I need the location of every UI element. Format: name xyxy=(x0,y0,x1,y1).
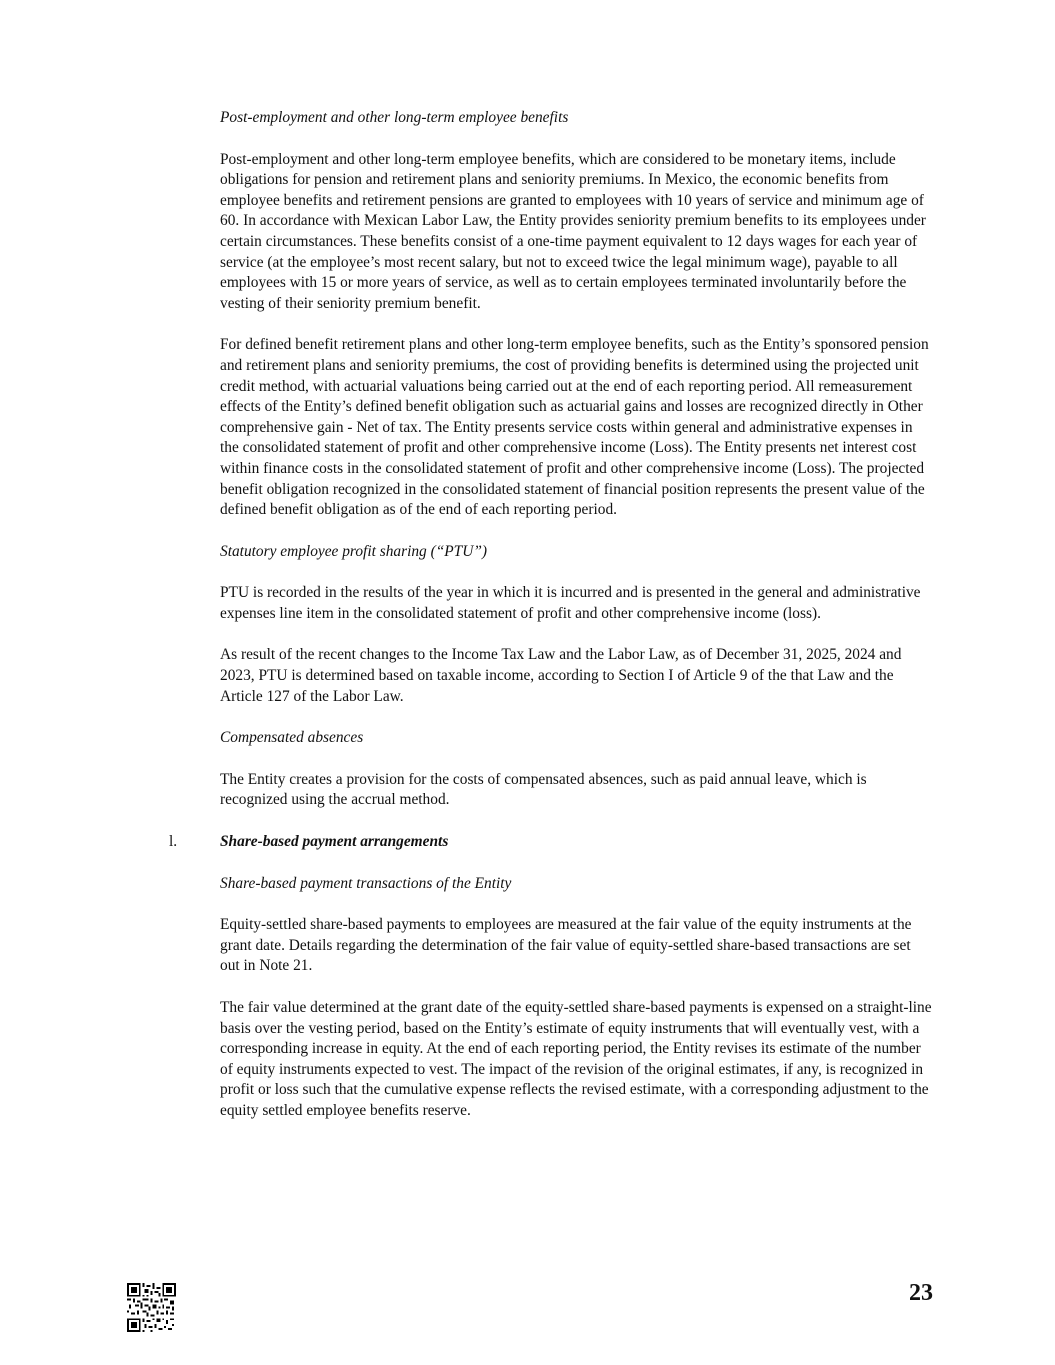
subheading-compensated-absences: Compensated absences xyxy=(220,729,364,747)
paragraph-post-employment-description: Post-employment and other long-term employee benefits, which are considered to be monetary items, include obligations for pension and retirement plans and seniority premiums. In Mexico, the economic benefits from employee benefits and retirement pensions are granted to employees with 10 years of service and minimum age of 60. In accordance with Mexican Labor Law, the Entity provides seniority premium benefits to its employees under certain circumstances. These benefits consist of a one-time payment equivalent to 12 days wages for each year of service (at the employee’s most recent salary, but not to exceed twice the legal minimum wage), payable to all employees with 15 or more years of service, as well as to certain employees terminated involuntarily before the vesting of their seniority premium benefit. xyxy=(220,150,926,312)
paragraph-ptu-recording: PTU is recorded in the results of the year in which it is incurred and is presented in the general and administrative expenses line item in the consolidated statement of profit and other comprehensive income (loss). xyxy=(220,584,921,622)
qr-code-icon xyxy=(127,1283,176,1332)
section-title: Share-based payment arrangements xyxy=(220,833,449,851)
paragraph-compensated-absences: The Entity creates a provision for the costs of compensated absences, such as paid annual leave, which is recognized using the accrual method. xyxy=(220,770,867,809)
subheading-ptu: Statutory employee profit sharing (“PTU”) xyxy=(220,542,488,560)
paragraph-fair-value-expense: The fair value determined at the grant date of the equity-settled share-based payments is expensed on a straight-line basis over the vesting period, based on the Entity’s estimate of equity instruments that will eventually vest, with a corresponding increase in equity. At the end of each reporting period, the Entity revises its estimate of the number of equity instruments expected to vest. The impact of the revision of the original estimates, if any, is recognized in profit or loss such that the cumulative expense reflects the revised estimate, with a corresponding adjustment to the equity settled employee benefits reserve. xyxy=(220,999,932,1119)
section-heading-share-based-payment xyxy=(169,832,932,853)
paragraph-defined-benefit-plans: For defined benefit retirement plans and other long-term employee benefits, such as the Entity’s sponsored pension and retirement plans and seniority premiums, the cost of providing benefits is determined using the projected unit credit method, with actuarial valuations being carried out at the end of each reporting period. All remeasurement effects of the Entity’s defined benefit obligation such as actuarial gains and losses are recognized directly in Other comprehensive gain - Net of tax. The Entity presents service costs within general and administrative expenses in the consolidated statement of profit and other comprehensive income (Loss). The Entity presents net interest cost within finance costs in the consolidated statement of profit and other comprehensive income (Loss). The projected benefit obligation recognized in the consolidated statement of financial position represents the present value of the defined benefit obligation as of the end of each reporting period. xyxy=(220,336,929,519)
subheading-share-based-transactions: Share-based payment transactions of the Entity xyxy=(220,874,512,892)
paragraph-equity-settled-measurement: Equity-settled share-based payments to employees are measured at the fair value of the equity instruments at the grant date. Details regarding the determination of the fair value of equity-settled share-based transactions are set out in Note 21. xyxy=(220,916,912,975)
subheading-post-employment-benefits: Post-employment and other long-term employee benefits xyxy=(220,109,569,126)
page-content xyxy=(169,108,932,1143)
section-letter: l. xyxy=(169,833,178,851)
page-number: 23 xyxy=(909,1280,933,1306)
paragraph-ptu-tax-law: As result of the recent changes to the Income Tax Law and the Labor Law, as of December 31, 2025, 2024 and 2023, PTU is determined based on taxable income, according to Section I of Article 9 of the that Law and the Article 127 of the Labor Law. xyxy=(220,646,902,705)
